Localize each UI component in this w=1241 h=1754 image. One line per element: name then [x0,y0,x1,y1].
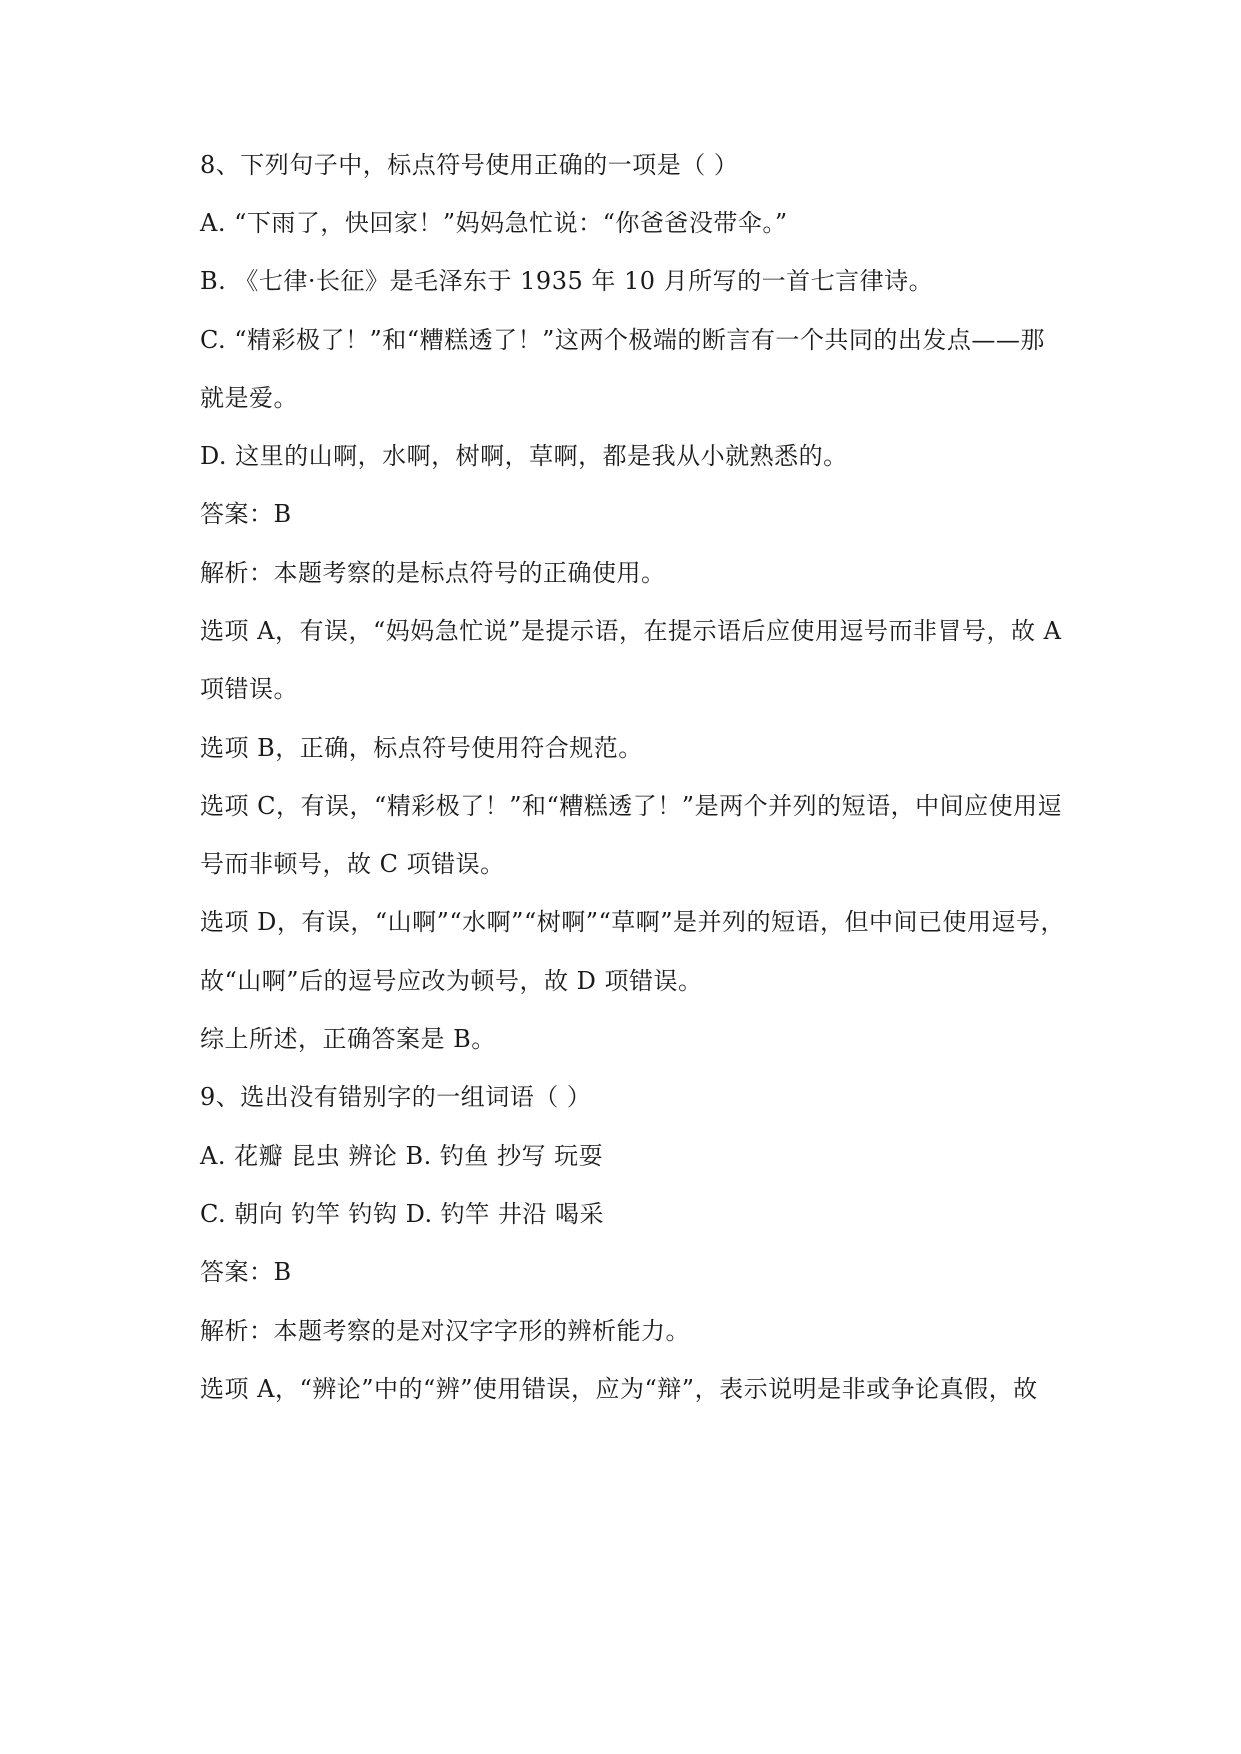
question-8-option-d: D. 这里的山啊，水啊，树啊，草啊，都是我从小就熟悉的。 [200,442,848,470]
question-8-analysis: 解析：本题考察的是标点符号的正确使用。 [200,559,666,587]
analysis-option-d-continued: 故“山啊”后的逗号应改为顿号，故 D 项错误。 [200,967,703,995]
question-9-options-a-b: A. 花瓣 昆虫 辨论 B. 钓鱼 抄写 玩耍 [200,1142,604,1170]
analysis-option-b: 选项 B，正确，标点符号使用符合规范。 [200,734,643,762]
question-8-answer: 答案：B [200,500,292,528]
analysis-option-d: 选项 D，有误，“山啊”“水啊”“树啊”“草啊”是并列的短语，但中间已使用逗号， [200,908,1066,936]
analysis-option-a-continued: 项错误。 [200,675,298,703]
question-9-analysis: 解析：本题考察的是对汉字字形的辨析能力。 [200,1317,690,1345]
question-9-stem: 9、选出没有错别字的一组词语（ ） [200,1083,592,1111]
question-8-stem: 8、下列句子中，标点符号使用正确的一项是（ ） [200,151,739,179]
question-9-analysis-option-a: 选项 A，“辨论”中的“辨”使用错误，应为“辩”，表示说明是非或争论真假，故 [200,1375,1038,1403]
question-8-option-a: A. “下雨了，快回家！”妈妈急忙说：“你爸爸没带伞。” [200,209,788,237]
analysis-option-c-continued: 号而非顿号，故 C 项错误。 [200,850,505,878]
question-9-answer: 答案：B [200,1258,292,1286]
question-8-option-b: B. 《七律·长征》是毛泽东于 1935 年 10 月所写的一首七言律诗。 [200,267,934,295]
question-8-option-c: C. “精彩极了！”和“糟糕透了！”这两个极端的断言有一个共同的出发点——那 [200,326,1045,354]
analysis-option-c: 选项 C，有误，“精彩极了！”和“糟糕透了！”是两个并列的短语，中间应使用逗 [200,792,1063,820]
question-8-option-c-continued: 就是爱。 [200,384,298,412]
question-8-conclusion: 综上所述，正确答案是 B。 [200,1025,496,1053]
analysis-option-a: 选项 A，有误，“妈妈急忙说”是提示语，在提示语后应使用逗号而非冒号，故 A [200,617,1062,645]
question-9-options-c-d: C. 朝向 钓竿 钓钩 D. 钓竿 井沿 喝采 [200,1200,605,1228]
